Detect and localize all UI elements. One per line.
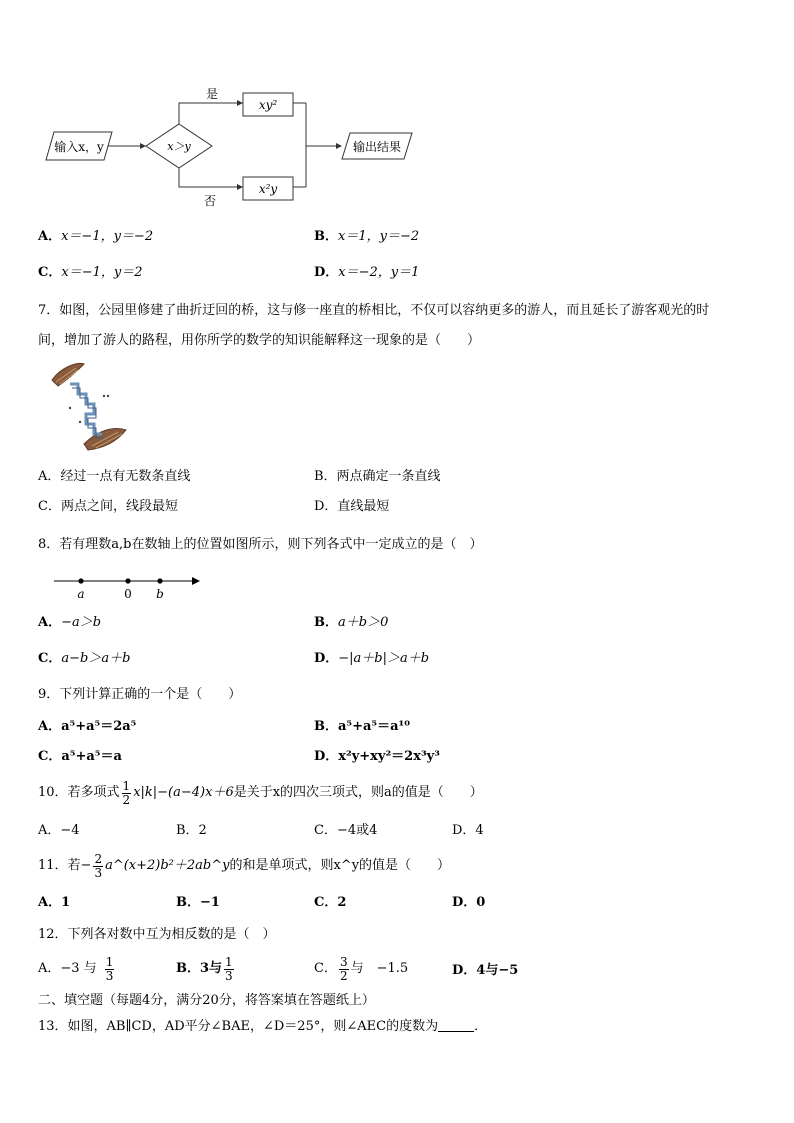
q7-option-a: A．经过一点有无数条直线: [38, 469, 191, 484]
q12-option-b-fraction: [224, 956, 234, 983]
q10-option-d: D．4: [452, 823, 484, 838]
q12-option-c: [314, 950, 408, 988]
q6-option-c: [38, 264, 142, 282]
q10-fraction-den: 2: [122, 792, 131, 807]
q10-stem-pre: 10．若多项式: [38, 785, 120, 800]
q7-option-c: C．两点之间，线段最短: [38, 499, 178, 514]
flowchart-yes-label: 是: [206, 87, 219, 101]
q13-text: 13．如图，AB∥CD，AD平分∠BAE，∠D＝25°，则∠AEC的度数为: [38, 1019, 439, 1034]
q12-option-b-pre: B．3与: [176, 961, 223, 976]
q6-option-c-letter: C．: [38, 265, 62, 280]
q11-stem-post: 的和是单项式，则x^y的值是（ ）: [229, 858, 451, 873]
number-line-figure: [50, 572, 206, 602]
axis-label-a: a: [77, 587, 85, 601]
flowchart-yes-box-label: xy²: [258, 98, 278, 112]
q12-option-b-num: 1: [225, 954, 233, 969]
q12-option-c-fraction: [339, 956, 349, 983]
flowchart-output-label: 输出结果: [352, 140, 402, 154]
q8-option-c: [38, 650, 130, 668]
q12-option-a-pre: A．−3 与: [38, 961, 97, 976]
q9-option-d: D．x²y+xy²＝2x³y³: [314, 749, 440, 764]
q8-option-d-text: −|a＋b|＞a＋b: [338, 651, 430, 666]
q9-option-a: A．a⁵+a⁵＝2a⁵: [38, 719, 137, 734]
q13-end: ．: [474, 1019, 488, 1034]
q12-option-a-num: 1: [105, 954, 114, 969]
q10-expression: x|k|−(a−4)x＋6: [133, 785, 234, 800]
q10-fraction-num: 1: [122, 778, 131, 793]
q8-option-a-letter: A．: [38, 615, 62, 630]
q7-option-d: D．直线最短: [314, 499, 390, 514]
q6-option-d-text: x＝−2，y＝1: [338, 265, 420, 280]
axis-label-zero: 0: [124, 587, 132, 601]
q10-option-a: A．−4: [38, 823, 80, 838]
q8-option-b-letter: B．: [314, 615, 338, 630]
q9-option-b: B．a⁵+a⁵＝a¹⁰: [314, 719, 410, 734]
q11-option-d: D．0: [452, 895, 486, 910]
q8-option-a: [38, 614, 101, 632]
q12-option-c-post: 与 −1.5: [350, 961, 409, 976]
q12-option-c-pre: C．: [314, 961, 337, 976]
q11-fraction: [93, 853, 103, 880]
axis-label-b: b: [156, 587, 164, 601]
q6-option-a-text: x＝−1，y＝−2: [61, 229, 154, 244]
q8-option-d: [314, 650, 429, 668]
q12-option-a-fraction: [105, 956, 115, 983]
q8-stem: 8．若有理数a,b在数轴上的位置如图所示，则下列各式中一定成立的是（ ）: [38, 537, 483, 552]
flowchart-input-label: 输入x，y: [54, 140, 104, 154]
q11-stem-pre: 11．若−: [38, 858, 92, 873]
q8-option-d-letter: D．: [314, 651, 339, 666]
q10-fraction: [122, 780, 132, 807]
point-a: [78, 578, 83, 583]
point-zero: [125, 578, 130, 583]
number-line-arrow: [192, 577, 200, 585]
q6-option-a-letter: A．: [38, 229, 62, 244]
q10-option-c: C．−4或4: [314, 823, 378, 838]
q11-fraction-den: 3: [94, 865, 103, 880]
q9-option-c: C．a⁵+a⁵＝a: [38, 749, 122, 764]
q13-stem: [38, 1018, 487, 1036]
q6-option-b-letter: B．: [314, 229, 338, 244]
q12-option-b-den: 3: [225, 968, 233, 983]
q13-answer-blank: [438, 1019, 474, 1032]
q9-stem: 9．下列计算正确的一个是（ ）: [38, 687, 242, 702]
q7-option-b: B．两点确定一条直线: [314, 469, 441, 484]
q12-option-a-den: 3: [105, 968, 114, 983]
section-heading-fill-in: 二、填空题（每题4分，满分20分，将答案填在答题纸上）: [38, 993, 375, 1008]
q8-option-b: [314, 614, 388, 632]
point-b: [157, 578, 162, 583]
q11-stem: [38, 848, 450, 884]
q7-stem-line1: 7．如图，公园里修建了曲折迂回的桥，这与修一座直的桥相比，不仅可以容纳更多的游人，而且延长了游客观光的时: [38, 303, 710, 318]
q12-option-c-den: 2: [339, 968, 348, 983]
q7-stem-line2: 间，增加了游人的路程，用你所学的数学的知识能解释这一现象的是（ ）: [38, 333, 481, 348]
flowchart-no-label: 否: [204, 194, 217, 208]
q12-option-d: D．4与−5: [452, 963, 519, 978]
q10-stem: [38, 776, 483, 810]
q11-expression: a^(x+2)b²＋2ab^y: [105, 858, 230, 873]
q12-option-a: [38, 950, 116, 988]
q12-option-b: [176, 950, 236, 988]
zigzag-bridge-figure: [48, 362, 130, 454]
q6-option-d: [314, 264, 419, 282]
q8-option-c-text: a−b＞a＋b: [61, 651, 131, 666]
q6-option-d-letter: D．: [314, 265, 339, 280]
q11-option-c: C．2: [314, 895, 347, 910]
q6-option-a: [38, 228, 153, 246]
flowchart-condition-label: x＞y: [167, 140, 191, 153]
q10-stem-post: 是关于x的四次三项式，则a的值是（ ）: [233, 785, 483, 800]
flowchart-no-box-label: x²y: [258, 182, 278, 196]
q12-option-c-num: 3: [339, 954, 348, 969]
q8-option-c-letter: C．: [38, 651, 62, 666]
q6-option-b: [314, 228, 419, 246]
q8-option-a-text: −a＞b: [61, 615, 102, 630]
q6-option-b-text: x＝1，y＝−2: [338, 229, 420, 244]
q11-fraction-num: 2: [94, 851, 103, 866]
q11-option-a: A．1: [38, 895, 71, 910]
q6-option-c-text: x＝−1，y＝2: [61, 265, 143, 280]
q11-option-b: B．−1: [176, 895, 220, 910]
q12-stem: 12．下列各对数中互为相反数的是（ ）: [38, 927, 276, 942]
flowchart-diagram: [40, 84, 420, 210]
q10-option-b: B．2: [176, 823, 207, 838]
q8-option-b-text: a＋b＞0: [338, 615, 389, 630]
